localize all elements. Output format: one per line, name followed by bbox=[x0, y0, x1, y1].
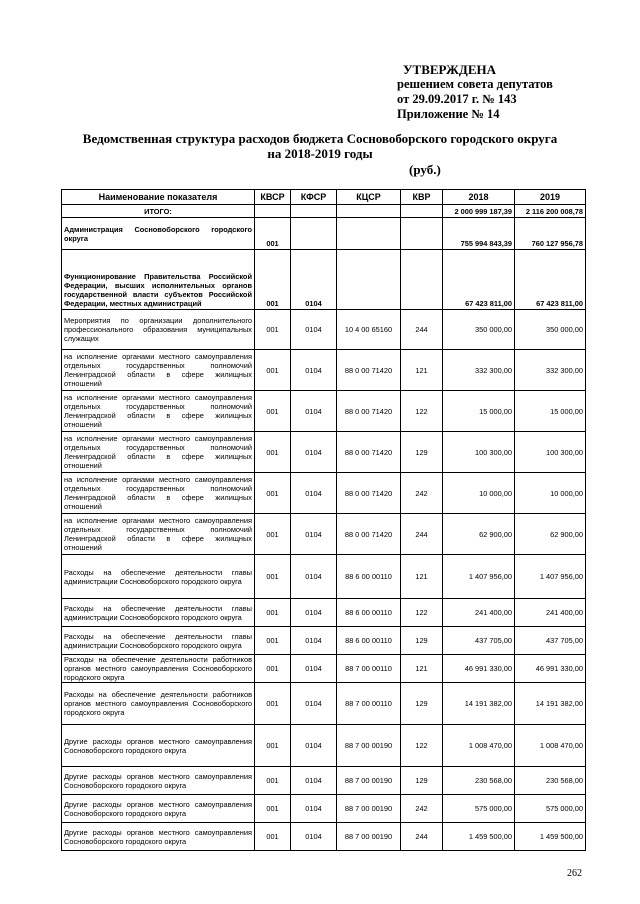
cell-kvr: 129 bbox=[401, 683, 443, 725]
cell-kfsr: 0104 bbox=[291, 627, 337, 655]
approval-decision: решением совета депутатов bbox=[397, 77, 553, 91]
header-kvr: КВР bbox=[401, 190, 443, 205]
cell-kcsr: 88 0 00 71420 bbox=[337, 473, 401, 514]
cell-kcsr: 10 4 00 65160 bbox=[337, 310, 401, 350]
cell-kfsr: 0104 bbox=[291, 310, 337, 350]
cell-kvsr: 001 bbox=[255, 795, 291, 823]
table-row bbox=[62, 473, 586, 514]
cell-kvsr: 001 bbox=[255, 514, 291, 555]
cell-kvsr: 001 bbox=[255, 310, 291, 350]
page-number: 262 bbox=[567, 868, 582, 879]
cell-y2019: 14 191 382,00 bbox=[515, 683, 586, 725]
header-kfsr: КФСР bbox=[291, 190, 337, 205]
cell-y2018: 15 000,00 bbox=[443, 391, 515, 432]
total-2019: 2 116 200 008,78 bbox=[515, 205, 586, 218]
cell-kfsr: 0104 bbox=[291, 514, 337, 555]
admin-kvsr: 001 bbox=[255, 218, 291, 250]
cell-name: Расходы на обеспечение деятельности работников органов местного самоуправления Сосновоборского городского округа bbox=[62, 683, 255, 725]
table-row bbox=[62, 391, 586, 432]
cell-kvsr: 001 bbox=[255, 725, 291, 767]
header-2018: 2018 bbox=[443, 190, 515, 205]
cell-kvsr: 001 bbox=[255, 599, 291, 627]
table-row bbox=[62, 655, 586, 683]
cell-y2019: 15 000,00 bbox=[515, 391, 586, 432]
cell-name: Другие расходы органов местного самоуправления Сосновоборского городского округа bbox=[62, 767, 255, 795]
table-row bbox=[62, 725, 586, 767]
cell-y2019: 575 000,00 bbox=[515, 795, 586, 823]
cell-kvr: 129 bbox=[401, 767, 443, 795]
cell-kcsr: 88 0 00 71420 bbox=[337, 391, 401, 432]
budget-table bbox=[61, 189, 586, 851]
cell-kcsr: 88 7 00 00190 bbox=[337, 725, 401, 767]
cell-kvr: 122 bbox=[401, 391, 443, 432]
cell-kcsr: 88 6 00 00110 bbox=[337, 627, 401, 655]
section-row bbox=[62, 250, 586, 310]
cell-y2019: 62 900,00 bbox=[515, 514, 586, 555]
cell-kcsr: 88 0 00 71420 bbox=[337, 350, 401, 391]
cell-kfsr: 0104 bbox=[291, 823, 337, 851]
cell-kvr: 244 bbox=[401, 514, 443, 555]
cell-name: на исполнение органами местного самоуправления отдельных государственных полномочий Ленинградской области в сфере жилищных отношений bbox=[62, 391, 255, 432]
section-name: Функционирование Правительства Российской Федерации, высших исполнительных органов государственной власти субъектов Российской Федерации, местных администраций bbox=[62, 250, 255, 310]
cell-kvsr: 001 bbox=[255, 555, 291, 599]
section-2019: 67 423 811,00 bbox=[515, 250, 586, 310]
table-row bbox=[62, 310, 586, 350]
cell-kvsr: 001 bbox=[255, 627, 291, 655]
cell-y2019: 46 991 330,00 bbox=[515, 655, 586, 683]
cell-y2019: 437 705,00 bbox=[515, 627, 586, 655]
cell-kvr: 242 bbox=[401, 473, 443, 514]
cell-name: Расходы на обеспечение деятельности работников органов местного самоуправления Сосновоборского городского округа bbox=[62, 655, 255, 683]
cell-y2019: 1 008 470,00 bbox=[515, 725, 586, 767]
table-row bbox=[62, 683, 586, 725]
cell-y2018: 46 991 330,00 bbox=[443, 655, 515, 683]
cell-kvr: 244 bbox=[401, 823, 443, 851]
cell-kfsr: 0104 bbox=[291, 555, 337, 599]
cell-kvsr: 001 bbox=[255, 683, 291, 725]
cell-kcsr: 88 7 00 00190 bbox=[337, 795, 401, 823]
cell-kvr: 121 bbox=[401, 655, 443, 683]
admin-name: Администрация Сосновоборского городского округа bbox=[62, 218, 255, 250]
cell-name: Расходы на обеспечение деятельности главы администрации Сосновоборского городского округа bbox=[62, 599, 255, 627]
cell-kcsr: 88 0 00 71420 bbox=[337, 514, 401, 555]
table-header-row bbox=[62, 190, 586, 205]
currency-unit: (руб.) bbox=[409, 162, 441, 177]
cell-kcsr: 88 6 00 00110 bbox=[337, 599, 401, 627]
cell-kcsr: 88 7 00 00110 bbox=[337, 655, 401, 683]
cell-kvr: 129 bbox=[401, 627, 443, 655]
cell-kvr: 244 bbox=[401, 310, 443, 350]
cell-kcsr: 88 7 00 00110 bbox=[337, 683, 401, 725]
cell-kvsr: 001 bbox=[255, 473, 291, 514]
cell-name: Другие расходы органов местного самоуправления Сосновоборского городского округа bbox=[62, 795, 255, 823]
cell-y2018: 10 000,00 bbox=[443, 473, 515, 514]
table-row bbox=[62, 627, 586, 655]
admin-2019: 760 127 956,78 bbox=[515, 218, 586, 250]
cell-y2019: 350 000,00 bbox=[515, 310, 586, 350]
header-2019: 2019 bbox=[515, 190, 586, 205]
cell-name: Расходы на обеспечение деятельности главы администрации Сосновоборского городского округа bbox=[62, 627, 255, 655]
cell-kfsr: 0104 bbox=[291, 767, 337, 795]
table-row bbox=[62, 795, 586, 823]
cell-y2018: 575 000,00 bbox=[443, 795, 515, 823]
cell-y2018: 100 300,00 bbox=[443, 432, 515, 473]
cell-name: Другие расходы органов местного самоуправления Сосновоборского городского округа bbox=[62, 725, 255, 767]
cell-y2019: 100 300,00 bbox=[515, 432, 586, 473]
document-title-line1: Ведомственная структура расходов бюджета Сосновоборского городского округа bbox=[82, 131, 558, 146]
approval-appendix: Приложение № 14 bbox=[397, 107, 500, 121]
cell-kvsr: 001 bbox=[255, 823, 291, 851]
cell-y2019: 10 000,00 bbox=[515, 473, 586, 514]
cell-y2019: 1 407 956,00 bbox=[515, 555, 586, 599]
cell-y2018: 241 400,00 bbox=[443, 599, 515, 627]
approval-date-number: от 29.09.2017 г. № 143 bbox=[397, 92, 517, 106]
cell-y2019: 241 400,00 bbox=[515, 599, 586, 627]
cell-name: Мероприятия по организации дополнительного профессионального образования муниципальных служащих bbox=[62, 310, 255, 350]
header-kvsr: КВСР bbox=[255, 190, 291, 205]
admin-2018: 755 994 843,39 bbox=[443, 218, 515, 250]
cell-name: на исполнение органами местного самоуправления отдельных государственных полномочий Ленинградской области в сфере жилищных отношений bbox=[62, 473, 255, 514]
approval-title: УТВЕРЖДЕНА bbox=[403, 62, 497, 77]
cell-y2018: 1 407 956,00 bbox=[443, 555, 515, 599]
section-kvsr: 001 bbox=[255, 250, 291, 310]
cell-kfsr: 0104 bbox=[291, 655, 337, 683]
cell-y2018: 1 459 500,00 bbox=[443, 823, 515, 851]
cell-kfsr: 0104 bbox=[291, 725, 337, 767]
cell-kcsr: 88 7 00 00190 bbox=[337, 767, 401, 795]
cell-kvsr: 001 bbox=[255, 767, 291, 795]
cell-kvr: 121 bbox=[401, 350, 443, 391]
total-label: ИТОГО: bbox=[62, 205, 255, 218]
header-kcsr: КЦСР bbox=[337, 190, 401, 205]
cell-kvr: 122 bbox=[401, 725, 443, 767]
cell-kfsr: 0104 bbox=[291, 391, 337, 432]
cell-kfsr: 0104 bbox=[291, 473, 337, 514]
total-2018: 2 000 999 187,39 bbox=[443, 205, 515, 218]
cell-y2018: 437 705,00 bbox=[443, 627, 515, 655]
cell-kvsr: 001 bbox=[255, 432, 291, 473]
cell-kfsr: 0104 bbox=[291, 599, 337, 627]
cell-kfsr: 0104 bbox=[291, 432, 337, 473]
cell-name: Другие расходы органов местного самоуправления Сосновоборского городского округа bbox=[62, 823, 255, 851]
cell-name: Расходы на обеспечение деятельности главы администрации Сосновоборского городского округа bbox=[62, 555, 255, 599]
cell-kvsr: 001 bbox=[255, 350, 291, 391]
cell-y2019: 1 459 500,00 bbox=[515, 823, 586, 851]
cell-y2019: 230 568,00 bbox=[515, 767, 586, 795]
cell-kfsr: 0104 bbox=[291, 683, 337, 725]
table-row bbox=[62, 767, 586, 795]
cell-name: на исполнение органами местного самоуправления отдельных государственных полномочий Ленинградской области в сфере жилищных отношений bbox=[62, 432, 255, 473]
cell-kfsr: 0104 bbox=[291, 350, 337, 391]
table-row bbox=[62, 432, 586, 473]
approval-stamp bbox=[397, 62, 553, 122]
cell-y2018: 230 568,00 bbox=[443, 767, 515, 795]
section-kfsr: 0104 bbox=[291, 250, 337, 310]
cell-kvsr: 001 bbox=[255, 391, 291, 432]
table-row bbox=[62, 350, 586, 391]
total-row bbox=[62, 205, 586, 218]
cell-kcsr: 88 0 00 71420 bbox=[337, 432, 401, 473]
cell-kcsr: 88 6 00 00110 bbox=[337, 555, 401, 599]
cell-name: на исполнение органами местного самоуправления отдельных государственных полномочий Ленинградской области в сфере жилищных отношений bbox=[62, 514, 255, 555]
cell-y2019: 332 300,00 bbox=[515, 350, 586, 391]
document-title-line2: на 2018-2019 годы bbox=[267, 146, 373, 161]
document-title bbox=[0, 131, 640, 161]
cell-kcsr: 88 7 00 00190 bbox=[337, 823, 401, 851]
cell-y2018: 350 000,00 bbox=[443, 310, 515, 350]
cell-y2018: 14 191 382,00 bbox=[443, 683, 515, 725]
section-2018: 67 423 811,00 bbox=[443, 250, 515, 310]
header-name: Наименование показателя bbox=[62, 190, 255, 205]
cell-name: на исполнение органами местного самоуправления отдельных государственных полномочий Ленинградской области в сфере жилищных отношений bbox=[62, 350, 255, 391]
cell-kvr: 242 bbox=[401, 795, 443, 823]
table-row bbox=[62, 599, 586, 627]
admin-row bbox=[62, 218, 586, 250]
cell-kvr: 121 bbox=[401, 555, 443, 599]
cell-kvr: 122 bbox=[401, 599, 443, 627]
cell-y2018: 1 008 470,00 bbox=[443, 725, 515, 767]
table-row bbox=[62, 823, 586, 851]
cell-y2018: 332 300,00 bbox=[443, 350, 515, 391]
cell-kfsr: 0104 bbox=[291, 795, 337, 823]
cell-kvsr: 001 bbox=[255, 655, 291, 683]
cell-y2018: 62 900,00 bbox=[443, 514, 515, 555]
table-row bbox=[62, 514, 586, 555]
table-row bbox=[62, 555, 586, 599]
cell-kvr: 129 bbox=[401, 432, 443, 473]
